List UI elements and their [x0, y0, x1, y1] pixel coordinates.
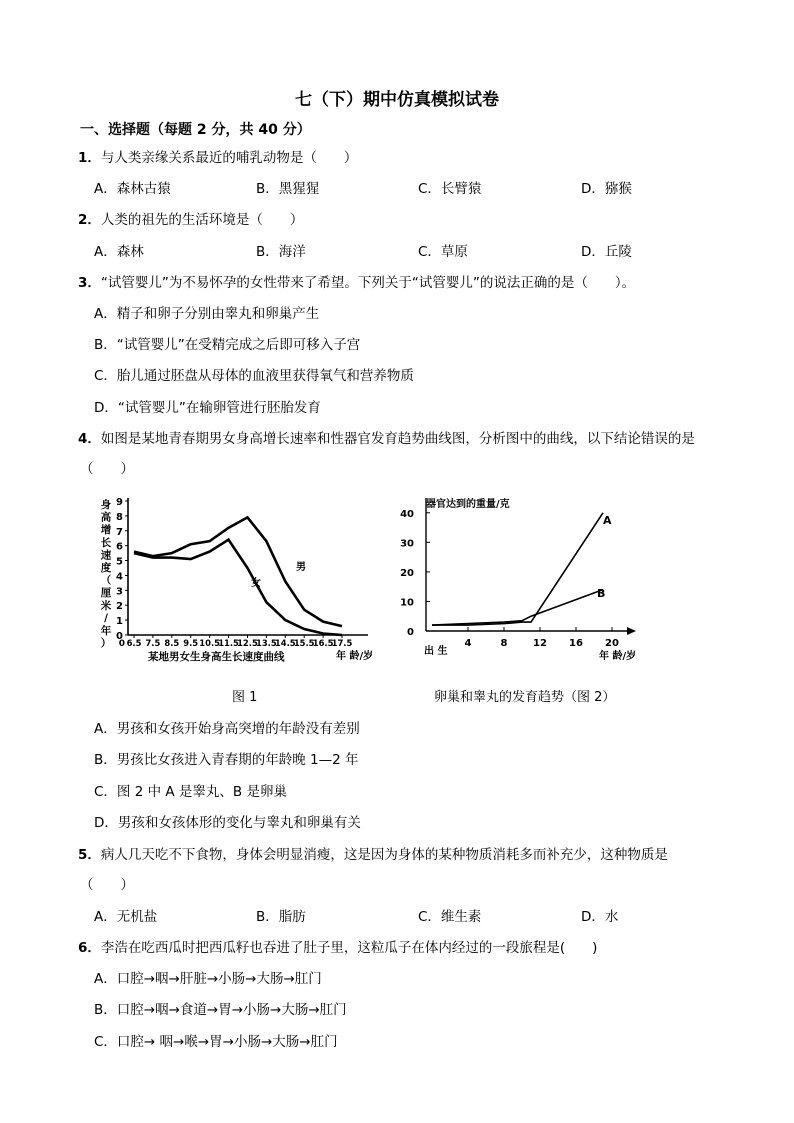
fig2-y-tick-label: 10	[400, 597, 414, 609]
fig1-x-tick-label: 8.5	[164, 638, 180, 648]
fig1-x-tick-label: 15.5	[293, 638, 315, 648]
fig1-y-tick-label: 4	[116, 571, 123, 583]
fig1-y-axis-label	[100, 498, 112, 650]
fig2-x-start: 出 生	[424, 646, 448, 657]
q4-answer-bracket: （ ）	[80, 461, 134, 477]
fig2-x-tick-label: 12	[533, 638, 547, 649]
fig1-y-label-char: （	[100, 574, 112, 587]
fig2-x-tick-label: 20	[605, 638, 619, 649]
q5-answer-bracket: （ ）	[80, 877, 134, 893]
question-3	[78, 271, 635, 291]
fig1-x-tick-label: 10.5	[199, 638, 220, 648]
q4-option-a: A．男孩和女孩开始身高突增的年龄没有差别	[94, 721, 360, 737]
q2-option-b: B．海洋	[256, 244, 306, 260]
fig2-y-tick-label: 40	[400, 508, 414, 520]
question-text: 如图是某地青春期男女身高增长速率和性器官发育趋势曲线图，分析图中的曲线，以下结论错误的是	[100, 431, 695, 447]
fig1-x-title: 某地男女生身高生长速度曲线	[148, 651, 285, 663]
fig1-y-label-char: 增	[100, 524, 112, 537]
q1-option-d: D．猕猴	[581, 181, 632, 197]
fig1-x-tick-label: 6.5	[126, 638, 142, 648]
q6-option-c: C．口腔→ 咽→喉→胃→小肠→大肠→肛门	[94, 1034, 338, 1050]
question-number: 6．	[78, 940, 101, 956]
fig1-y-label-char: 米	[100, 599, 112, 612]
fig2-label-b: B	[597, 587, 606, 600]
question-1	[78, 146, 357, 166]
fig2-label-a: A	[603, 514, 612, 527]
fig1-y-label-char: 长	[100, 536, 112, 549]
fig1-y-tick-label: 0	[116, 631, 123, 642]
fig1-series-male-line	[134, 517, 342, 626]
fig1-y-label-char: 高	[100, 511, 112, 524]
q5-option-a: A．无机盐	[94, 909, 158, 925]
fig1-y-tick-label: 9	[116, 497, 123, 508]
q6-option-a: A．口腔→咽→肝脏→小肠→大肠→肛门	[94, 971, 322, 987]
fig1-female-label: 女	[251, 578, 261, 589]
fig2-series-a-line	[432, 513, 606, 625]
fig1-x-tick-label: 0	[118, 639, 125, 649]
q2-option-a: A．森林	[94, 244, 144, 260]
figure-1-caption: 图 1	[232, 690, 258, 705]
fig1-y-tick-label: 5	[116, 556, 123, 568]
fig1-y-tick-label: 6	[116, 541, 123, 553]
figure-1-chart	[96, 488, 392, 672]
question-text: 人类的祖先的生活环境是（ ）	[100, 212, 304, 228]
fig1-y-tick-label: 2	[116, 601, 123, 613]
fig2-x-tick-label: 8	[500, 638, 508, 649]
fig2-y-tick-label: 0	[407, 627, 414, 638]
q1-option-c: C．长臂猿	[418, 181, 482, 197]
figure-2-caption: 卵巢和睾丸的发育趋势（图 2）	[434, 690, 616, 705]
fig2-x-unit: 年 龄/岁	[599, 651, 637, 662]
fig1-x-tick-label: 16.5	[312, 638, 334, 648]
fig1-x-tick-label: 17.5	[331, 638, 353, 648]
q5-option-b: B．脂肪	[256, 909, 306, 925]
question-text: 病人几天吃不下食物，身体会明显消瘦，这是因为身体的某种物质消耗多而补充少，这种物质是	[100, 847, 668, 863]
q1-option-a: A．森林古猿	[94, 181, 171, 197]
fig1-x-tick-label: 13.5	[256, 638, 277, 648]
fig1-y-tick-label: 1	[116, 616, 123, 628]
question-number: 5．	[78, 847, 101, 863]
fig1-y-label-char: 速	[100, 549, 112, 562]
fig1-y-label-char: ）	[100, 637, 112, 650]
question-5	[78, 843, 668, 863]
q1-option-b: B．黑猩猩	[256, 181, 320, 197]
q2-option-d: D．丘陵	[581, 244, 632, 260]
fig1-y-label-char: 年	[100, 625, 112, 637]
q3-option-d: D．“试管婴儿”在输卵管进行胚胎发育	[94, 400, 321, 416]
q4-option-b: B．男孩比女孩进入青春期的年龄晚 1—2 年	[94, 752, 359, 768]
fig1-x-tick-label: 7.5	[145, 638, 161, 648]
fig2-x-axis-arrow	[627, 627, 636, 635]
question-number: 2．	[78, 212, 101, 228]
question-number: 3．	[78, 275, 101, 291]
question-4	[78, 427, 695, 447]
fig1-x-tick-label: 11.5	[218, 638, 239, 648]
fig2-x-tick-label: 4	[464, 638, 472, 649]
fig1-y-label-char: 厘	[100, 587, 112, 600]
fig1-x-tick-label: 14.5	[274, 638, 296, 648]
fig1-y-label-char: 度	[100, 562, 112, 574]
q3-option-b: B．“试管婴儿”在受精完成之后即可移入子宫	[94, 337, 361, 353]
fig2-y-tick-label: 20	[400, 567, 414, 579]
q6-option-b: B．口腔→咽→食道→胃→小肠→大肠→肛门	[94, 1002, 347, 1018]
fig1-y-tick-label: 3	[116, 586, 123, 598]
fig1-male-label: 男	[296, 562, 306, 573]
figure-2-chart	[396, 488, 652, 672]
question-text: 与人类亲缘关系最近的哺乳动物是（ ）	[100, 150, 358, 166]
fig2-y-axis-label: 器官达到的重量/克	[426, 499, 510, 510]
page-title: 七（下）期中仿真模拟试卷	[295, 90, 499, 110]
section-heading: 一、选择题（每题 2 分，共 40 分）	[80, 122, 311, 138]
fig1-x-tick-label: 12.5	[237, 638, 258, 648]
fig1-y-tick-label: 7	[116, 526, 123, 538]
question-text: 李浩在吃西瓜时把西瓜籽也吞进了肚子里，这粒瓜子在体内经过的一段旅程是( )	[100, 940, 598, 956]
fig1-y-label-char: 身	[100, 499, 112, 511]
fig1-x-unit: 年 龄/岁	[336, 651, 374, 662]
q2-option-c: C．草原	[418, 244, 468, 260]
fig2-x-tick-label: 16	[569, 638, 583, 649]
question-2	[78, 208, 303, 228]
q5-option-c: C．维生素	[418, 909, 482, 925]
q3-option-c: C．胎儿通过胚盘从母体的血液里获得氧气和营养物质	[94, 368, 414, 384]
fig1-y-tick-label: 8	[116, 511, 123, 523]
question-number: 1．	[78, 150, 101, 166]
q3-option-a: A．精子和卵子分别由睾丸和卵巢产生	[94, 306, 320, 322]
question-number: 4．	[78, 431, 101, 447]
fig2-y-tick-label: 30	[400, 538, 414, 550]
question-text: “试管婴儿”为不易怀孕的女性带来了希望。下列关于“试管婴儿”的说法正确的是（ ）。	[100, 275, 636, 291]
fig1-x-tick-label: 9.5	[183, 638, 199, 648]
q5-option-d: D．水	[581, 909, 619, 925]
q4-option-d: D．男孩和女孩体形的变化与睾丸和卵巢有关	[94, 815, 361, 831]
question-6	[78, 936, 597, 956]
fig1-y-label-char: /	[104, 612, 108, 625]
fig2-series-b-line	[432, 590, 603, 626]
q4-option-c: C．图 2 中 A 是睾丸、B 是卵巢	[94, 784, 287, 800]
